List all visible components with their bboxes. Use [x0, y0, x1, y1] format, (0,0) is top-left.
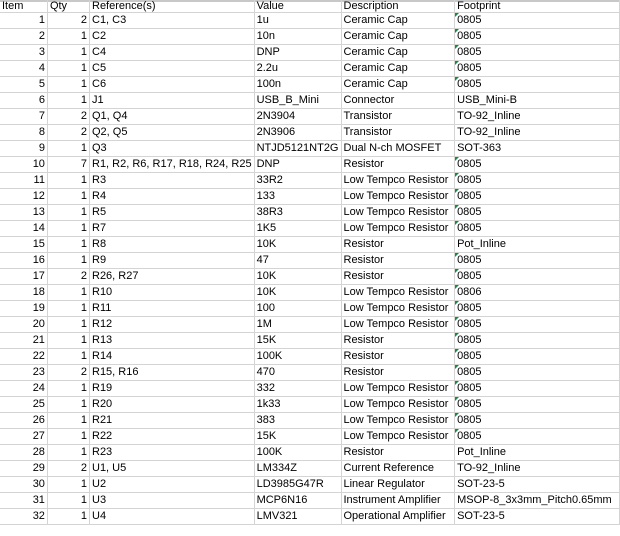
footprint-text: 0805 [457, 158, 482, 170]
cell-item[interactable]: 25 [0, 397, 47, 413]
table-row [0, 381, 620, 397]
cell-value[interactable]: 1k33 [254, 397, 341, 413]
cell-references[interactable]: R23 [90, 445, 255, 461]
header-footprint[interactable]: Footprint [455, 0, 620, 13]
cell-references[interactable]: R21 [90, 413, 255, 429]
number-stored-as-text-indicator-icon [455, 29, 459, 33]
cell-qty[interactable]: 1 [47, 205, 89, 221]
cell-item[interactable]: 31 [0, 493, 47, 509]
cell-references[interactable]: R11 [90, 301, 255, 317]
footprint-text: 0805 [457, 206, 482, 218]
cell-description[interactable]: Low Tempco Resistor [341, 173, 455, 189]
table-row [0, 365, 620, 381]
footprint-text: 0805 [457, 46, 482, 58]
footprint-text: 0805 [457, 414, 482, 426]
cell-footprint[interactable] [455, 29, 620, 45]
cell-footprint[interactable] [455, 365, 620, 381]
cell-references[interactable]: R5 [90, 205, 255, 221]
cell-qty[interactable]: 1 [47, 29, 89, 45]
cell-description[interactable]: Transistor [341, 125, 455, 141]
cell-qty[interactable]: 1 [47, 237, 89, 253]
cell-value[interactable]: 2N3906 [254, 125, 341, 141]
footprint-text: 0805 [457, 30, 482, 42]
cell-qty[interactable]: 1 [47, 141, 89, 157]
cell-value[interactable]: 1K5 [254, 221, 341, 237]
footprint-text: 0805 [457, 14, 482, 26]
table-row [0, 461, 620, 477]
footprint-text: TO-92_Inline [457, 126, 521, 138]
table-row [0, 189, 620, 205]
cell-footprint[interactable] [455, 397, 620, 413]
footprint-text: 0805 [457, 334, 482, 346]
cell-footprint[interactable] [455, 317, 620, 333]
cell-value[interactable]: 2N3904 [254, 109, 341, 125]
footprint-text: Pot_Inline [457, 446, 506, 458]
cell-references[interactable]: U3 [90, 493, 255, 509]
cell-description[interactable]: Resistor [341, 237, 455, 253]
footprint-text: 0805 [457, 222, 482, 234]
table-row [0, 173, 620, 189]
header-description[interactable]: Description [341, 0, 455, 13]
cell-description[interactable]: Linear Regulator [341, 477, 455, 493]
cell-qty[interactable]: 1 [47, 253, 89, 269]
table-row [0, 493, 620, 509]
table-row [0, 269, 620, 285]
cell-footprint[interactable] [455, 13, 620, 29]
cell-value[interactable]: 100 [254, 301, 341, 317]
cell-references[interactable]: R26, R27 [90, 269, 255, 285]
footprint-text: MSOP-8_3x3mm_Pitch0.65mm [457, 494, 612, 506]
cell-value[interactable]: 33R2 [254, 173, 341, 189]
cell-description[interactable]: Instrument Amplifier [341, 493, 455, 509]
cell-item[interactable]: 4 [0, 61, 47, 77]
number-stored-as-text-indicator-icon [455, 157, 459, 161]
cell-value[interactable]: 100K [254, 445, 341, 461]
table-row [0, 141, 620, 157]
cell-references[interactable]: Q1, Q4 [90, 109, 255, 125]
cell-value[interactable]: DNP [254, 45, 341, 61]
cell-value[interactable]: 10K [254, 269, 341, 285]
cell-item[interactable]: 29 [0, 461, 47, 477]
header-qty[interactable]: Qty [47, 0, 89, 13]
cell-value[interactable]: USB_B_Mini [254, 93, 341, 109]
cell-qty[interactable]: 1 [47, 189, 89, 205]
cell-description[interactable]: Resistor [341, 253, 455, 269]
cell-qty[interactable]: 2 [47, 365, 89, 381]
cell-value[interactable]: 1M [254, 317, 341, 333]
cell-qty[interactable]: 1 [47, 77, 89, 93]
cell-value[interactable]: 133 [254, 189, 341, 205]
cell-value[interactable]: 100n [254, 77, 341, 93]
number-stored-as-text-indicator-icon [455, 381, 459, 385]
cell-qty[interactable]: 7 [47, 157, 89, 173]
cell-qty[interactable]: 2 [47, 461, 89, 477]
cell-description[interactable]: Resistor [341, 269, 455, 285]
footprint-text: 0805 [457, 174, 482, 186]
cell-value[interactable]: 47 [254, 253, 341, 269]
cell-footprint[interactable] [455, 173, 620, 189]
cell-qty[interactable]: 1 [47, 333, 89, 349]
number-stored-as-text-indicator-icon [455, 429, 459, 433]
cell-footprint[interactable] [455, 269, 620, 285]
cell-qty[interactable]: 1 [47, 477, 89, 493]
cell-description[interactable]: Resistor [341, 157, 455, 173]
cell-qty[interactable]: 1 [47, 381, 89, 397]
cell-item[interactable]: 14 [0, 221, 47, 237]
cell-item[interactable]: 6 [0, 93, 47, 109]
cell-qty[interactable]: 1 [47, 413, 89, 429]
footprint-text: 0805 [457, 62, 482, 74]
table-row [0, 285, 620, 301]
cell-item[interactable]: 8 [0, 125, 47, 141]
table-row [0, 205, 620, 221]
table-row [0, 157, 620, 173]
cell-references[interactable]: R10 [90, 285, 255, 301]
cell-value[interactable]: MCP6N16 [254, 493, 341, 509]
cell-references[interactable]: R4 [90, 189, 255, 205]
cell-value[interactable]: 38R3 [254, 205, 341, 221]
number-stored-as-text-indicator-icon [455, 173, 459, 177]
number-stored-as-text-indicator-icon [455, 349, 459, 353]
footprint-text: 0805 [457, 398, 482, 410]
cell-description[interactable]: Low Tempco Resistor [341, 413, 455, 429]
cell-description[interactable]: Low Tempco Resistor [341, 429, 455, 445]
cell-qty[interactable]: 1 [47, 429, 89, 445]
cell-description[interactable]: Ceramic Cap [341, 29, 455, 45]
cell-item[interactable]: 20 [0, 317, 47, 333]
cell-description[interactable]: Connector [341, 93, 455, 109]
table-row [0, 109, 620, 125]
table-row [0, 29, 620, 45]
table-row [0, 253, 620, 269]
cell-qty[interactable]: 1 [47, 397, 89, 413]
footprint-text: 0805 [457, 382, 482, 394]
table-row [0, 301, 620, 317]
cell-references[interactable]: Q2, Q5 [90, 125, 255, 141]
footprint-text: 0805 [457, 254, 482, 266]
cell-footprint[interactable] [455, 189, 620, 205]
cell-item[interactable]: 15 [0, 237, 47, 253]
footprint-text: 0805 [457, 350, 482, 362]
table-row [0, 429, 620, 445]
cell-qty[interactable]: 1 [47, 349, 89, 365]
cell-footprint[interactable] [455, 429, 620, 445]
table-row [0, 45, 620, 61]
cell-qty[interactable]: 2 [47, 109, 89, 125]
table-row [0, 77, 620, 93]
cell-references[interactable]: C5 [90, 61, 255, 77]
table-row [0, 397, 620, 413]
cell-item[interactable]: 22 [0, 349, 47, 365]
footprint-text: SOT-23-5 [457, 478, 505, 490]
cell-qty[interactable]: 1 [47, 61, 89, 77]
cell-footprint[interactable] [455, 381, 620, 397]
cell-item[interactable]: 7 [0, 109, 47, 125]
cell-value[interactable]: LD3985G47R [254, 477, 341, 493]
footprint-text: 0805 [457, 190, 482, 202]
cell-references[interactable]: R1, R2, R6, R17, R18, R24, R25 [90, 157, 255, 173]
cell-item[interactable]: 16 [0, 253, 47, 269]
cell-item[interactable]: 3 [0, 45, 47, 61]
cell-references[interactable]: J1 [90, 93, 255, 109]
cell-footprint[interactable] [455, 253, 620, 269]
cell-footprint[interactable] [455, 45, 620, 61]
table-row [0, 93, 620, 109]
cell-item[interactable]: 12 [0, 189, 47, 205]
cell-value[interactable]: 10K [254, 285, 341, 301]
footprint-text: SOT-363 [457, 142, 502, 154]
cell-value[interactable]: 15K [254, 429, 341, 445]
cell-qty[interactable]: 1 [47, 493, 89, 509]
cell-references[interactable]: R3 [90, 173, 255, 189]
cell-references[interactable]: R14 [90, 349, 255, 365]
cell-description[interactable]: Resistor [341, 445, 455, 461]
footprint-text: 0805 [457, 302, 482, 314]
cell-description[interactable]: Low Tempco Resistor [341, 205, 455, 221]
number-stored-as-text-indicator-icon [455, 253, 459, 257]
cell-description[interactable]: Operational Amplifier [341, 509, 455, 525]
cell-item[interactable]: 21 [0, 333, 47, 349]
cell-description[interactable]: Dual N-ch MOSFET [341, 141, 455, 157]
number-stored-as-text-indicator-icon [455, 189, 459, 193]
cell-value[interactable]: 2.2u [254, 61, 341, 77]
cell-description[interactable]: Resistor [341, 349, 455, 365]
cell-item[interactable]: 24 [0, 381, 47, 397]
table-row [0, 413, 620, 429]
table-row [0, 125, 620, 141]
cell-references[interactable]: U2 [90, 477, 255, 493]
cell-value[interactable]: 10K [254, 237, 341, 253]
number-stored-as-text-indicator-icon [455, 413, 459, 417]
cell-footprint[interactable] [455, 221, 620, 237]
cell-footprint[interactable] [455, 61, 620, 77]
cell-description[interactable]: Ceramic Cap [341, 61, 455, 77]
footprint-text: 0805 [457, 318, 482, 330]
footprint-text: 0805 [457, 366, 482, 378]
footprint-text: TO-92_Inline [457, 462, 521, 474]
cell-item[interactable]: 23 [0, 365, 47, 381]
cell-footprint[interactable] [455, 301, 620, 317]
footprint-text: SOT-23-5 [457, 510, 505, 522]
cell-value[interactable]: DNP [254, 157, 341, 173]
cell-qty[interactable]: 2 [47, 269, 89, 285]
cell-qty[interactable]: 1 [47, 317, 89, 333]
cell-references[interactable]: U1, U5 [90, 461, 255, 477]
table-row [0, 349, 620, 365]
cell-value[interactable]: 1u [254, 13, 341, 29]
table-row [0, 477, 620, 493]
number-stored-as-text-indicator-icon [455, 269, 459, 273]
number-stored-as-text-indicator-icon [455, 317, 459, 321]
cell-item[interactable]: 5 [0, 77, 47, 93]
cell-references[interactable]: R8 [90, 237, 255, 253]
cell-item[interactable]: 13 [0, 205, 47, 221]
cell-references[interactable]: R13 [90, 333, 255, 349]
table-row [0, 237, 620, 253]
cell-description[interactable]: Ceramic Cap [341, 45, 455, 61]
cell-footprint[interactable] [455, 109, 620, 125]
footprint-text: 0805 [457, 78, 482, 90]
cell-references[interactable]: R9 [90, 253, 255, 269]
cell-item[interactable]: 1 [0, 13, 47, 29]
cell-description[interactable]: Ceramic Cap [341, 77, 455, 93]
cell-value[interactable]: 10n [254, 29, 341, 45]
cell-references[interactable]: C1, C3 [90, 13, 255, 29]
cell-qty[interactable]: 1 [47, 509, 89, 525]
number-stored-as-text-indicator-icon [455, 365, 459, 369]
cell-footprint[interactable] [455, 477, 620, 493]
number-stored-as-text-indicator-icon [455, 13, 459, 17]
cell-references[interactable]: C6 [90, 77, 255, 93]
number-stored-as-text-indicator-icon [455, 77, 459, 81]
header-item[interactable]: Item [0, 0, 47, 13]
cell-qty[interactable]: 1 [47, 301, 89, 317]
cell-value[interactable]: 15K [254, 333, 341, 349]
cell-references[interactable]: C4 [90, 45, 255, 61]
cell-value[interactable]: 383 [254, 413, 341, 429]
cell-value[interactable]: LM334Z [254, 461, 341, 477]
cell-references[interactable]: R7 [90, 221, 255, 237]
header-references[interactable]: Reference(s) [90, 0, 255, 13]
number-stored-as-text-indicator-icon [455, 301, 459, 305]
cell-references[interactable]: U4 [90, 509, 255, 525]
cell-qty[interactable]: 2 [47, 13, 89, 29]
header-value[interactable]: Value [254, 0, 341, 13]
cell-description[interactable]: Ceramic Cap [341, 13, 455, 29]
cell-footprint[interactable] [455, 445, 620, 461]
table-row [0, 61, 620, 77]
cell-footprint[interactable] [455, 77, 620, 93]
cell-references[interactable]: R22 [90, 429, 255, 445]
cell-footprint[interactable] [455, 493, 620, 509]
table-row [0, 221, 620, 237]
cell-description[interactable]: Resistor [341, 365, 455, 381]
cell-references[interactable]: R12 [90, 317, 255, 333]
cell-qty[interactable]: 1 [47, 221, 89, 237]
number-stored-as-text-indicator-icon [455, 45, 459, 49]
cell-footprint[interactable] [455, 205, 620, 221]
cell-references[interactable]: R19 [90, 381, 255, 397]
cell-references[interactable]: Q3 [90, 141, 255, 157]
cell-item[interactable]: 17 [0, 269, 47, 285]
footprint-text: 0805 [457, 430, 482, 442]
number-stored-as-text-indicator-icon [455, 333, 459, 337]
number-stored-as-text-indicator-icon [455, 285, 459, 289]
cell-item[interactable]: 2 [0, 29, 47, 45]
cell-description[interactable]: Low Tempco Resistor [341, 397, 455, 413]
cell-qty[interactable]: 1 [47, 93, 89, 109]
footprint-text: TO-92_Inline [457, 110, 521, 122]
cell-description[interactable]: Low Tempco Resistor [341, 317, 455, 333]
cell-description[interactable]: Low Tempco Resistor [341, 301, 455, 317]
number-stored-as-text-indicator-icon [455, 61, 459, 65]
cell-footprint[interactable] [455, 333, 620, 349]
cell-description[interactable]: Low Tempco Resistor [341, 221, 455, 237]
cell-item[interactable]: 32 [0, 509, 47, 525]
table-row [0, 317, 620, 333]
cell-description[interactable]: Resistor [341, 333, 455, 349]
cell-item[interactable]: 28 [0, 445, 47, 461]
cell-footprint[interactable] [455, 125, 620, 141]
footprint-text: 0806 [457, 286, 482, 298]
cell-value[interactable]: NTJD5121NT2G [254, 141, 341, 157]
cell-references[interactable]: C2 [90, 29, 255, 45]
cell-item[interactable]: 30 [0, 477, 47, 493]
cell-references[interactable]: R15, R16 [90, 365, 255, 381]
cell-qty[interactable]: 1 [47, 173, 89, 189]
cell-item[interactable]: 9 [0, 141, 47, 157]
table-row [0, 509, 620, 525]
cell-qty[interactable]: 2 [47, 125, 89, 141]
cell-item[interactable]: 10 [0, 157, 47, 173]
cell-footprint[interactable] [455, 285, 620, 301]
cell-footprint[interactable] [455, 461, 620, 477]
cell-qty[interactable]: 1 [47, 445, 89, 461]
footprint-text: Pot_Inline [457, 238, 506, 250]
cell-value[interactable]: 332 [254, 381, 341, 397]
footprint-text: 0805 [457, 270, 482, 282]
header-row [0, 0, 620, 13]
table-row [0, 333, 620, 349]
cell-footprint[interactable] [455, 509, 620, 525]
table-row [0, 13, 620, 29]
cell-item[interactable]: 26 [0, 413, 47, 429]
cell-references[interactable]: R20 [90, 397, 255, 413]
number-stored-as-text-indicator-icon [455, 397, 459, 401]
cell-item[interactable]: 18 [0, 285, 47, 301]
cell-value[interactable]: 470 [254, 365, 341, 381]
cell-item[interactable]: 11 [0, 173, 47, 189]
cell-value[interactable]: LMV321 [254, 509, 341, 525]
number-stored-as-text-indicator-icon [455, 221, 459, 225]
table-row [0, 445, 620, 461]
cell-footprint[interactable] [455, 141, 620, 157]
cell-description[interactable]: Low Tempco Resistor [341, 381, 455, 397]
number-stored-as-text-indicator-icon [455, 205, 459, 209]
cell-footprint[interactable] [455, 237, 620, 253]
cell-item[interactable]: 27 [0, 429, 47, 445]
cell-value[interactable]: 100K [254, 349, 341, 365]
cell-item[interactable]: 19 [0, 301, 47, 317]
cell-description[interactable]: Current Reference [341, 461, 455, 477]
cell-qty[interactable]: 1 [47, 285, 89, 301]
cell-footprint[interactable] [455, 93, 620, 109]
cell-footprint[interactable] [455, 157, 620, 173]
cell-qty[interactable]: 1 [47, 45, 89, 61]
cell-footprint[interactable] [455, 413, 620, 429]
cell-description[interactable]: Low Tempco Resistor [341, 189, 455, 205]
cell-description[interactable]: Low Tempco Resistor [341, 285, 455, 301]
cell-description[interactable]: Transistor [341, 109, 455, 125]
cell-footprint[interactable] [455, 349, 620, 365]
footprint-text: USB_Mini-B [457, 94, 517, 106]
